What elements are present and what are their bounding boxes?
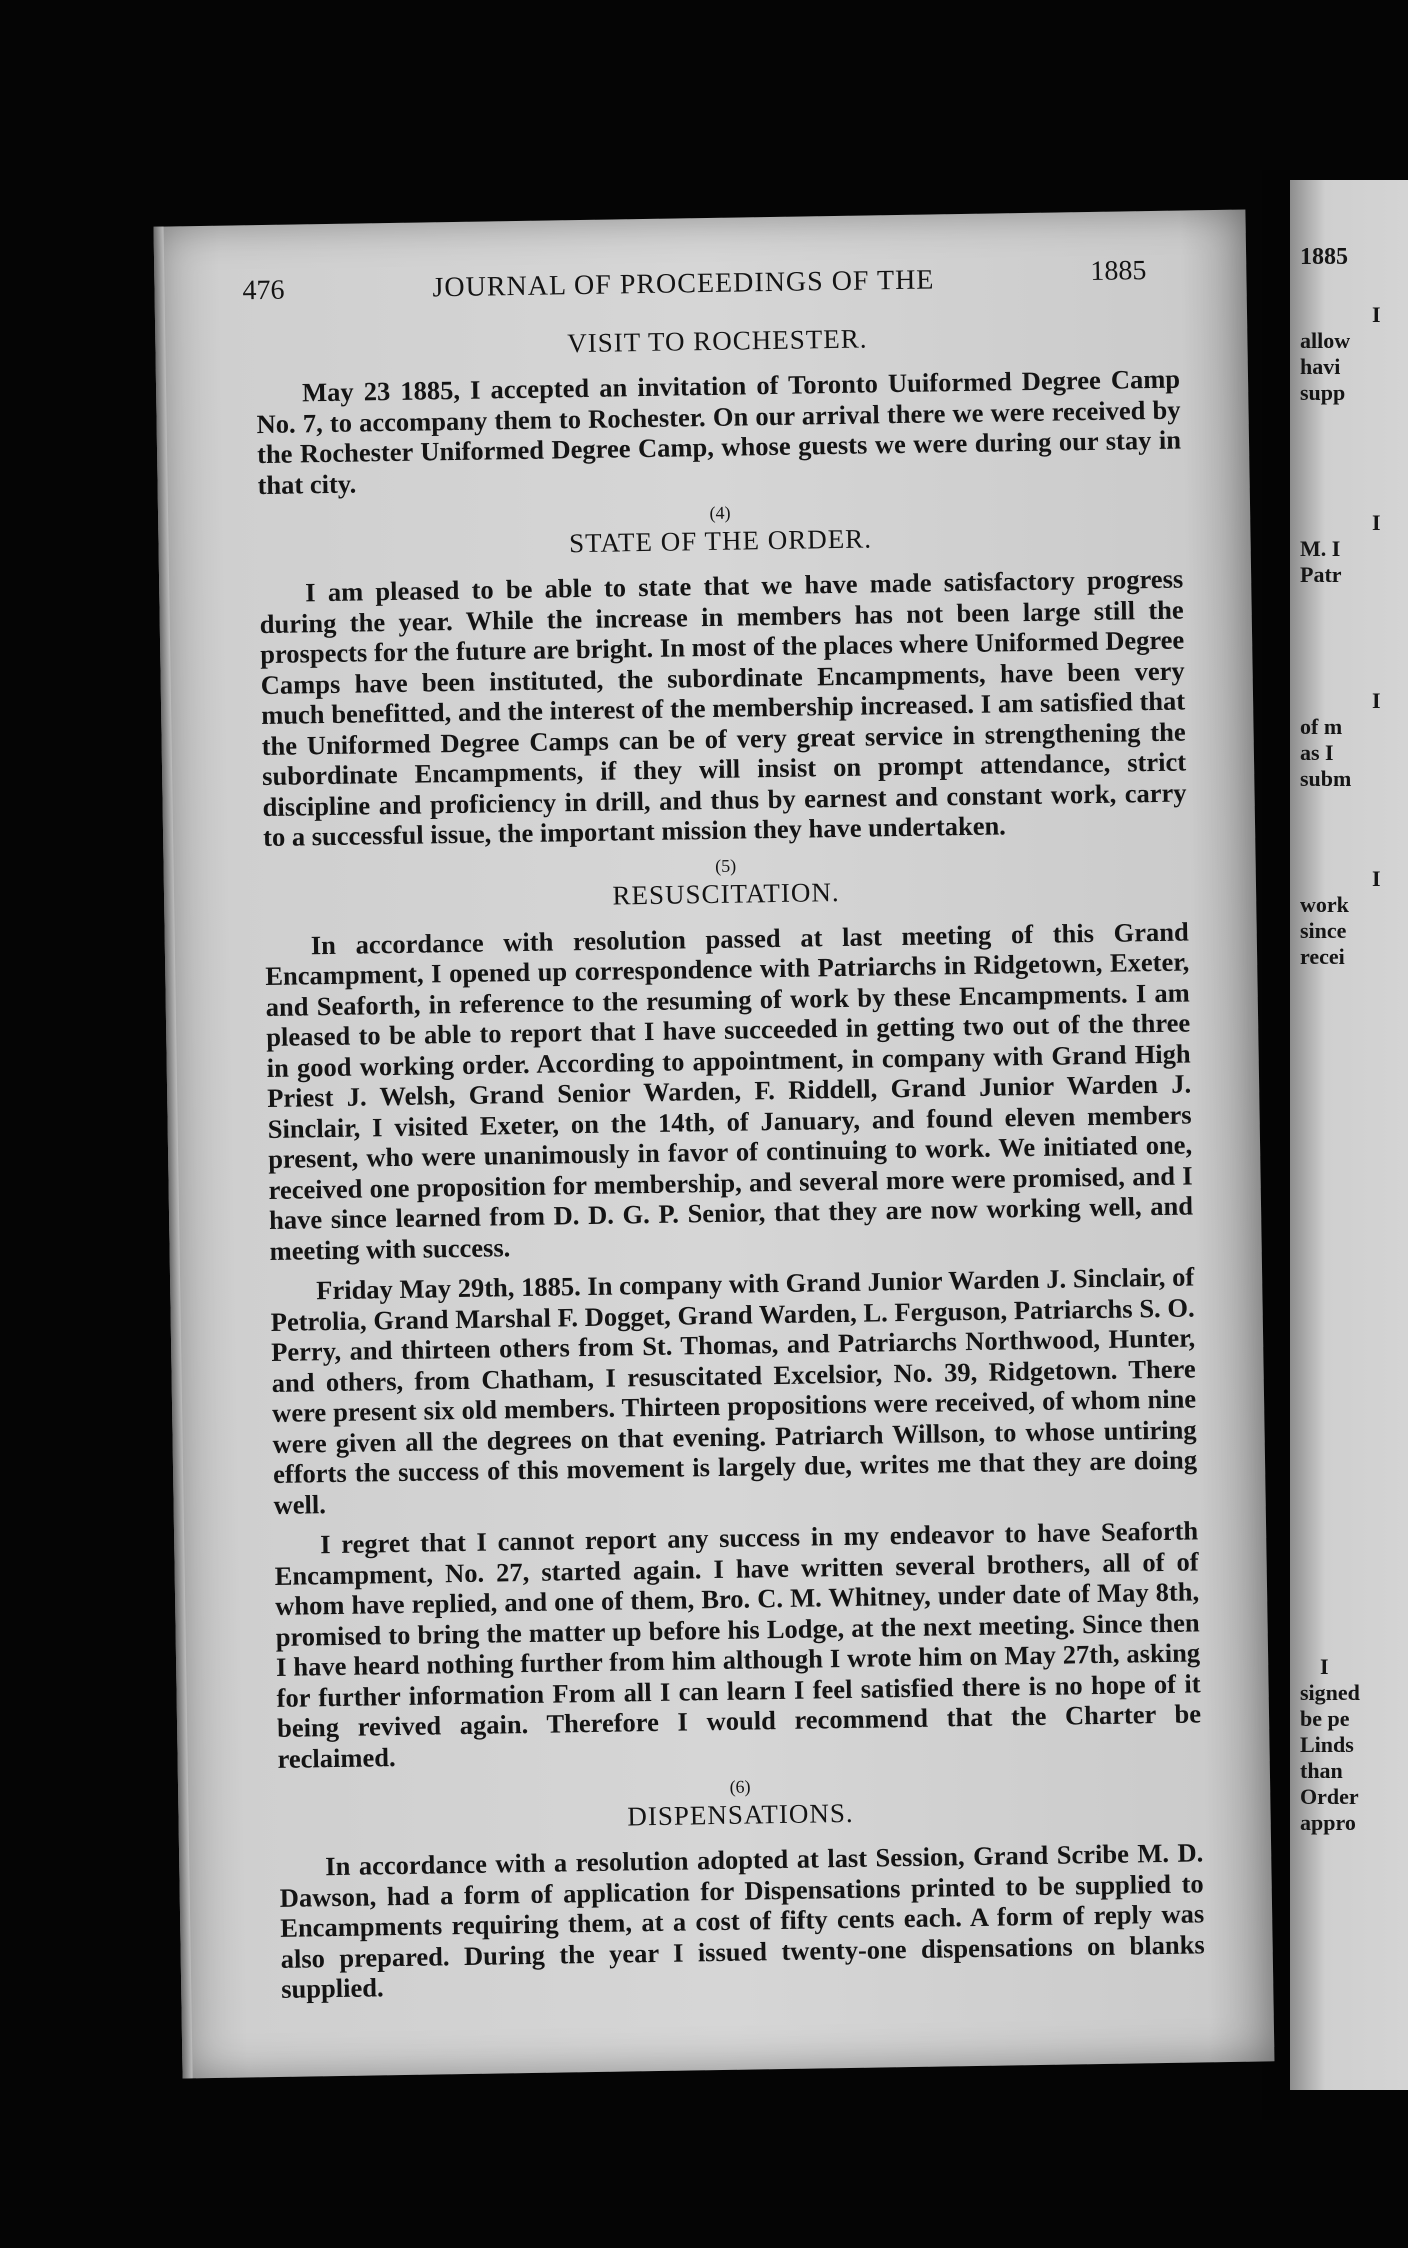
facing-page-text: I: [1372, 688, 1381, 713]
facing-page-text: work: [1300, 892, 1349, 917]
paragraph: May 23 1885, I accepted an invitation of Toronto Uuiformed Degree Camp No. 7, to accompany them to Rochester. On our arrival there we were received by the Rochester Uniformed Degree Camp, whose guests we were during our stay in that city.: [256, 363, 1182, 500]
facing-page-text: as I: [1300, 740, 1334, 765]
paragraph: In accordance with a resolution adopted at last Session, Grand Scribe M. D. Dawson, had a form of application for Dispensations printed to be supplied to Encampments requiring them, at a cost of fifty cents each. A form of reply was also prepared. During the year I issued twenty-one dispensations on blanks supplied.: [279, 1837, 1205, 2004]
header-year: 1885: [1090, 255, 1147, 287]
facing-page-text: Linds: [1300, 1732, 1354, 1757]
section-state-of-the-order: [258, 496, 1187, 853]
section-visit-to-rochester: [255, 319, 1182, 500]
facing-page-text: allow: [1300, 328, 1351, 353]
facing-page-text: since: [1300, 918, 1347, 943]
facing-page-text: of m: [1300, 714, 1343, 739]
paragraph: Friday May 29th, 1885. In company with Grand Junior Warden J. Sinclair, of Petrolia, Grand Marshal F. Dogget, Grand Warden, L. Ferguson, Patriarchs S. O. Perry, and thirteen others from St. Thomas, and Patriarchs Northwood, Hunter, and others, from Chatham, I resuscitated Excelsior, No. 39, Ridgetown. There were present six old members. Thirteen propositions were received, of whom nine were given all the degrees on that evening. Patriarch Willson, to whose untiring efforts the success of this movement is largely due, writes me that they are doing well.: [270, 1261, 1198, 1520]
book-page: [154, 210, 1275, 2079]
facing-page-text: I: [1320, 1654, 1329, 1679]
section-number: (5): [714, 855, 737, 876]
section-title: STATE OF THE ORDER.: [568, 523, 873, 559]
facing-page-text: M. I: [1300, 536, 1341, 561]
paragraph: I am pleased to be able to state that we have made satisfactory progress during the year. While the increase in members has not been large still the prospects for the future are bright. In most of the places where Uniformed Degree Camps have been instituted, the subordinate Encampments, have been very much benefitted, and the interest of the membership increased. I am satisfied that the Uniformed Degree Camps can be of very great service in strengthening the subordinate Encampments, if they will insist on prompt attendance, strict discipline and proficiency in drill, and thus by earnest and constant work, carry to a successful issue, the important mission they have undertaken.: [259, 563, 1187, 853]
section-title: RESUSCITATION.: [612, 876, 840, 911]
section-dispensations: [278, 1769, 1205, 2004]
facing-page-year: 1885: [1300, 244, 1348, 270]
page-body: [255, 319, 1205, 2015]
facing-page-text: recei: [1300, 944, 1345, 969]
facing-page-text: signed: [1300, 1680, 1360, 1705]
journal-title: JOURNAL OF PROCEEDINGS OF THE: [432, 264, 935, 304]
facing-page-text: appro: [1300, 1810, 1356, 1835]
facing-page-text: I: [1372, 302, 1381, 327]
paragraph: I regret that I cannot report any success in my endeavor to have Seaforth Encampment, No. 27, started again. I have written several brothers, all of of whom have replied, and one of them, Bro. C. M. Whitney, under date of May 8th, promised to bring the matter up before his Lodge, at the next meeting. Since then I have heard nothing further from him although I wrote him on May 27th, asking for further information From all I can learn I feel satisfied there is no hope of it being revived again. Therefore I would recommend that the Charter be reclaimed.: [274, 1515, 1202, 1774]
facing-page-text: havi: [1300, 354, 1341, 379]
paragraph: In accordance with resolution passed at last meeting of this Grand Encampment, I opened up correspondence with Patriarchs in Ridgetown, Exeter, and Seaforth, in reference to the resuming of work by these Encampments. I am pleased to be able to report that I have succeeded in getting two out of the three in good working order. According to appointment, in company with Grand High Priest J. Welsh, Grand Senior Warden, F. Riddell, Grand Junior Warden J. Sinclair, I visited Exeter, on the 14th, of January, and found eleven members present, who were unanimously in favor of continuing to work. We initiated one, received one proposition for membership, and several more were promised, and I have since learned from D. D. G. P. Senior, that they are now working well, and meeting with success.: [265, 916, 1194, 1266]
running-header: [242, 255, 1177, 316]
facing-page-text: I: [1372, 866, 1381, 891]
facing-page-text: than: [1300, 1758, 1343, 1783]
facing-page-text: Order: [1300, 1784, 1359, 1809]
section-resuscitation: [264, 848, 1202, 1774]
section-title: VISIT TO ROCHESTER.: [567, 323, 868, 359]
facing-page-fragment: [1290, 180, 1408, 2090]
section-number: (6): [729, 1776, 751, 1797]
facing-page-text: supp: [1300, 380, 1346, 405]
facing-page-text: Patr: [1300, 562, 1342, 587]
section-number: (4): [709, 502, 731, 523]
page-number: 476: [242, 274, 285, 307]
facing-page-text: subm: [1300, 766, 1352, 791]
page-edge-shadow: [154, 227, 193, 2079]
section-title: DISPENSATIONS.: [627, 1797, 854, 1832]
facing-page-text: I: [1372, 510, 1381, 535]
facing-page-text: be pe: [1300, 1706, 1350, 1731]
